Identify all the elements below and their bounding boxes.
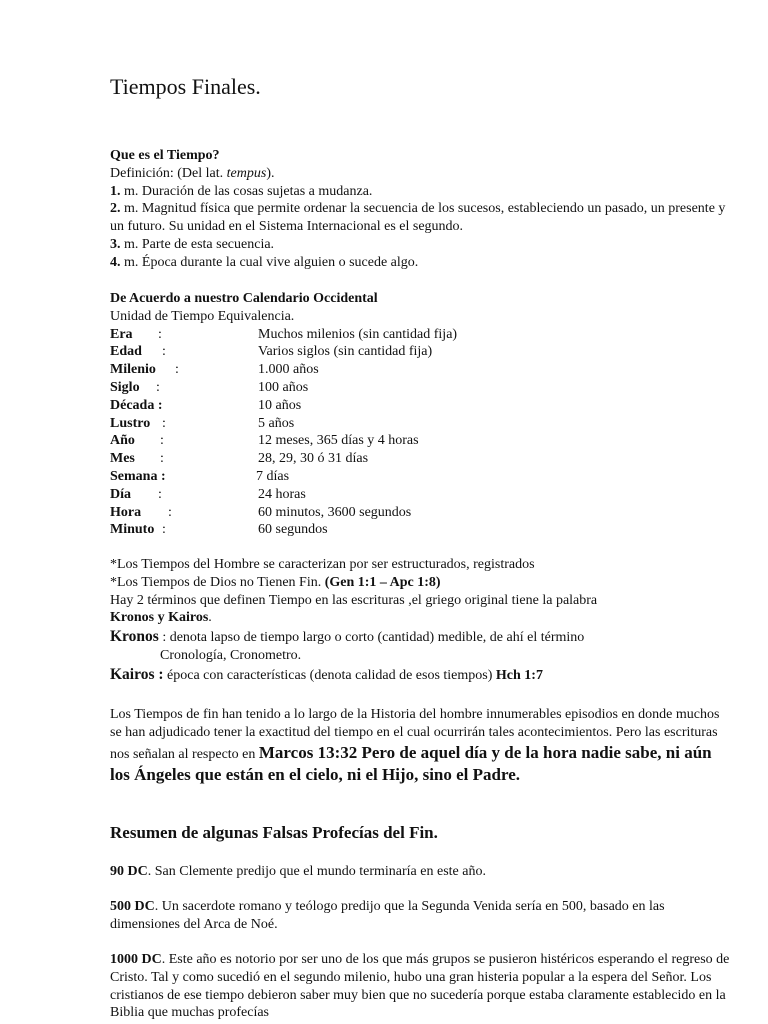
item-text: m. Parte de esta secuencia. xyxy=(120,236,275,252)
item-text: m. Época durante la cual vive alguien o sucede algo. xyxy=(120,254,419,270)
time-unit-value: 60 minutos, 3600 segundos xyxy=(258,504,412,520)
time-unit-label: Lustro xyxy=(110,415,151,431)
time-unit-label: Semana : xyxy=(110,468,166,484)
prophecy-description: . Un sacerdote romano y teólogo predijo que la Segunda Venida sería en 500, basado en las dimensiones del Arca de Noé. xyxy=(110,899,665,932)
scripture-reference: (Gen 1:1 – Apc 1:8) xyxy=(324,574,441,590)
colon-separator: : xyxy=(168,504,172,520)
calendar-row xyxy=(110,504,730,522)
note-text: *Los Tiempos de Dios no Tienen Fin. xyxy=(110,574,325,590)
time-unit-value: 100 años xyxy=(258,379,309,395)
calendar-heading: De Acuerdo a nuestro Calendario Occidental xyxy=(110,291,378,306)
item-number: 4. xyxy=(110,254,121,270)
prophecy-text xyxy=(110,863,730,881)
colon-separator: : xyxy=(162,344,166,360)
colon-separator: : xyxy=(158,326,162,342)
summary-heading: Resumen de algunas Falsas Profecías del Fin. xyxy=(110,823,438,842)
note-human-times: *Los Tiempos del Hombre se caracterizan por ser estructurados, registrados xyxy=(110,557,535,572)
colon-separator: : xyxy=(162,522,166,538)
item-number: 2. xyxy=(110,201,121,217)
time-unit-label: Era xyxy=(110,326,133,342)
calendar-subheading: Unidad de Tiempo Equivalencia. xyxy=(110,308,295,324)
kronos-definition xyxy=(110,628,730,647)
time-unit-value: 10 años xyxy=(258,397,302,413)
calendar-row xyxy=(110,450,730,468)
prophecy-entry xyxy=(110,951,730,1022)
time-unit-label: Mes xyxy=(110,451,135,467)
time-unit-label: Hora xyxy=(110,504,142,520)
calendar-section xyxy=(110,290,730,539)
calendar-row xyxy=(110,486,730,504)
summary-section xyxy=(110,824,730,842)
prophecy-year: 90 DC xyxy=(110,864,148,879)
kairos-definition xyxy=(110,666,730,685)
kronos-term: Kronos xyxy=(110,628,159,646)
kronos-text: : denota lapso de tiempo largo o corto (cantidad) medible, de ahí el término xyxy=(158,630,585,646)
prophecy-entry xyxy=(110,898,730,934)
note-terms: Hay 2 términos que definen Tiempo en las escrituras ,el griego original tiene la palabra xyxy=(110,592,598,608)
prophecy-entry xyxy=(110,863,730,881)
definition-prefix: Definición: (Del lat. xyxy=(110,165,227,181)
scripture-reference: Hch 1:7 xyxy=(495,667,543,683)
item-text: m. Duración de las cosas sujetas a mudanza. xyxy=(120,183,373,199)
document-title: Tiempos Finales. xyxy=(110,74,261,99)
definition-item xyxy=(110,200,730,236)
notes-section xyxy=(110,556,730,685)
calendar-row xyxy=(110,343,730,361)
time-unit-value: 5 años xyxy=(258,415,295,431)
colon-separator: : xyxy=(162,415,166,431)
definition-section xyxy=(110,147,730,272)
definition-intro xyxy=(110,165,730,183)
colon-separator: : xyxy=(156,379,160,395)
prophecy-year: 500 DC xyxy=(110,899,155,914)
time-unit-value: 1.000 años xyxy=(258,362,319,378)
definition-heading: Que es el Tiempo? xyxy=(110,148,220,163)
time-unit-value: 60 segundos xyxy=(258,522,328,538)
time-unit-value: Muchos milenios (sin cantidad fija) xyxy=(258,326,458,342)
prophecy-description: . Este año es notorio por ser uno de los que más grupos se pusieron histéricos esperando el regreso de Cristo. Tal y como sucedió en el segundo milenio, hubo una gran histeria popular a la espera del Señor. Los cristianos de ese tiempo debieron saber muy bien que no sucedería porque estaba claramente establecido en la Biblia que muchas profecías xyxy=(110,952,730,1021)
definition-latin: tempus xyxy=(226,165,267,181)
colon-separator: : xyxy=(175,362,179,378)
prophecy-text xyxy=(110,898,730,934)
prophecy-text xyxy=(110,951,730,1022)
note-god-times xyxy=(110,574,730,592)
time-unit-label: Minuto xyxy=(110,522,155,538)
calendar-row xyxy=(110,361,730,379)
note-terms-names xyxy=(110,609,730,627)
kronos-continuation: Cronología, Cronometro. xyxy=(160,647,302,663)
colon-separator: : xyxy=(158,486,162,502)
item-number: 3. xyxy=(110,236,121,252)
calendar-row xyxy=(110,326,730,344)
scripture-quote: Marcos 13:32 Pero de aquel día y de la hora nadie sabe, ni aún los Ángeles que están en el cielo, ni el Hijo, sino el Padre. xyxy=(110,742,712,784)
calendar-row xyxy=(110,468,730,486)
definition-suffix: ). xyxy=(266,165,275,181)
end-times-paragraph xyxy=(110,706,730,786)
terms-end: . xyxy=(208,610,212,626)
item-text: m. Magnitud física que permite ordenar la secuencia de los sucesos, estableciendo un pasado, un presente y un futuro. Su unidad en el Sistema Internacional es el segundo. xyxy=(110,201,726,235)
definition-item xyxy=(110,254,730,272)
calendar-row xyxy=(110,521,730,539)
prophecy-description: . San Clemente predijo que el mundo terminaría en este año. xyxy=(147,864,486,879)
calendar-table xyxy=(110,326,730,540)
paragraph-body xyxy=(110,706,730,786)
kairos-text: época con características (denota calidad de esos tiempos) xyxy=(163,667,496,683)
time-unit-label: Día xyxy=(110,486,131,502)
prophecy-year: 1000 DC xyxy=(110,952,162,967)
definition-item xyxy=(110,183,730,201)
time-unit-value: 24 horas xyxy=(258,486,306,502)
definition-item xyxy=(110,236,730,254)
time-unit-value: 12 meses, 365 días y 4 horas xyxy=(258,433,419,449)
time-unit-value: 7 días xyxy=(256,468,290,484)
time-unit-label: Milenio xyxy=(110,362,156,378)
time-unit-label: Siglo xyxy=(110,379,140,395)
time-unit-value: Varios siglos (sin cantidad fija) xyxy=(258,344,433,360)
calendar-row xyxy=(110,432,730,450)
kairos-term: Kairos : xyxy=(110,665,164,683)
colon-separator: : xyxy=(160,451,164,467)
calendar-row xyxy=(110,379,730,397)
calendar-row xyxy=(110,415,730,433)
time-unit-label: Edad xyxy=(110,344,142,360)
terms-bold: Kronos y Kairos xyxy=(110,610,209,626)
time-unit-value: 28, 29, 30 ó 31 días xyxy=(258,451,369,467)
item-number: 1. xyxy=(110,183,121,199)
time-unit-label: Año xyxy=(110,433,135,449)
calendar-row xyxy=(110,397,730,415)
time-unit-label: Década : xyxy=(110,397,163,413)
colon-separator: : xyxy=(160,433,164,449)
paragraph-text: Los Tiempos de fin han tenido a lo largo de la Historia del hombre innumerables episodios en donde muchos se han adjudicado tener la exactitud del tiempo en el cual ocurrirán tales acontecimientos. Pero las escrituras nos señalan al respecto en xyxy=(110,707,720,762)
